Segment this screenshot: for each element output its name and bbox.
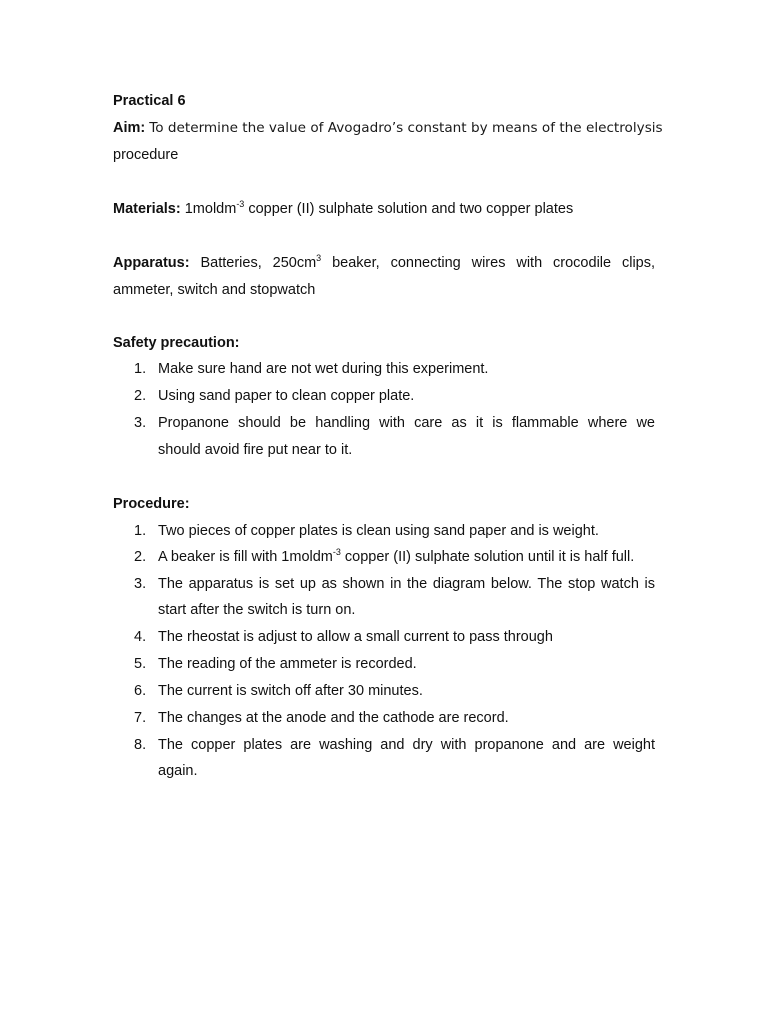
procedure-item-6-number: 6. — [134, 683, 147, 699]
aim-text: To determine the value of Avogadro’s constant by means of the electrolysis — [149, 120, 663, 136]
apparatus-line-1 — [113, 254, 655, 272]
aim-line-2: procedure — [113, 147, 179, 163]
materials-superscript: -3 — [236, 199, 245, 209]
safety-item-2: Using sand paper to clean copper plate. — [158, 388, 415, 404]
procedure-item-7-number: 7. — [134, 710, 147, 726]
aim-line-1 — [113, 119, 663, 137]
aim-label: Aim: — [113, 120, 146, 136]
procedure-item-1: Two pieces of copper plates is clean using sand paper and is weight. — [158, 523, 599, 539]
procedure-item-2-number: 2. — [134, 549, 147, 565]
procedure-item-2 — [158, 548, 655, 566]
apparatus-text-b: beaker, connecting wires with crocodile clips, — [332, 255, 656, 271]
safety-item-3-line-1: Propanone should be handling with care as it is flammable where we — [158, 415, 655, 431]
practical-title: Practical 6 — [113, 93, 186, 109]
apparatus-line-2: ammeter, switch and stopwatch — [113, 282, 316, 298]
procedure-item-3-number: 3. — [134, 576, 147, 592]
procedure-item-3-line-2: start after the switch is turn on. — [158, 602, 356, 618]
procedure-item-5-number: 5. — [134, 656, 147, 672]
safety-item-2-number: 2. — [134, 388, 147, 404]
procedure-item-4-number: 4. — [134, 629, 147, 645]
procedure-item-2-text-a: A beaker is fill with 1moldm — [158, 549, 333, 565]
apparatus-superscript: 3 — [316, 253, 322, 263]
materials-text-a: 1moldm — [184, 201, 237, 217]
materials-line — [113, 200, 655, 218]
safety-heading: Safety precaution: — [113, 335, 240, 351]
procedure-item-3-line-1: The apparatus is set up as shown in the diagram below. The stop watch is — [158, 576, 655, 592]
procedure-item-2-superscript: -3 — [332, 547, 341, 557]
procedure-heading: Procedure: — [113, 496, 190, 512]
procedure-item-8-line-2: again. — [158, 763, 198, 779]
procedure-item-7: The changes at the anode and the cathode are record. — [158, 710, 509, 726]
safety-item-3-line-2: should avoid fire put near to it. — [158, 442, 353, 458]
procedure-item-5: The reading of the ammeter is recorded. — [158, 656, 417, 672]
apparatus-label: Apparatus: — [113, 255, 190, 271]
safety-item-3-number: 3. — [134, 415, 147, 431]
procedure-item-4: The rheostat is adjust to allow a small current to pass through — [158, 629, 553, 645]
materials-label: Materials: — [113, 201, 181, 217]
procedure-item-1-number: 1. — [134, 523, 147, 539]
apparatus-text-a: Batteries, 250cm — [200, 255, 317, 271]
procedure-item-6: The current is switch off after 30 minutes. — [158, 683, 423, 699]
materials-text-b: copper (II) sulphate solution and two copper plates — [248, 201, 574, 217]
safety-item-1: Make sure hand are not wet during this experiment. — [158, 361, 489, 377]
safety-item-1-number: 1. — [134, 361, 147, 377]
procedure-item-8-number: 8. — [134, 737, 147, 753]
procedure-item-8-line-1: The copper plates are washing and dry with propanone and are weight — [158, 737, 655, 753]
procedure-item-2-text-b: copper (II) sulphate solution until it is half full. — [344, 549, 635, 565]
